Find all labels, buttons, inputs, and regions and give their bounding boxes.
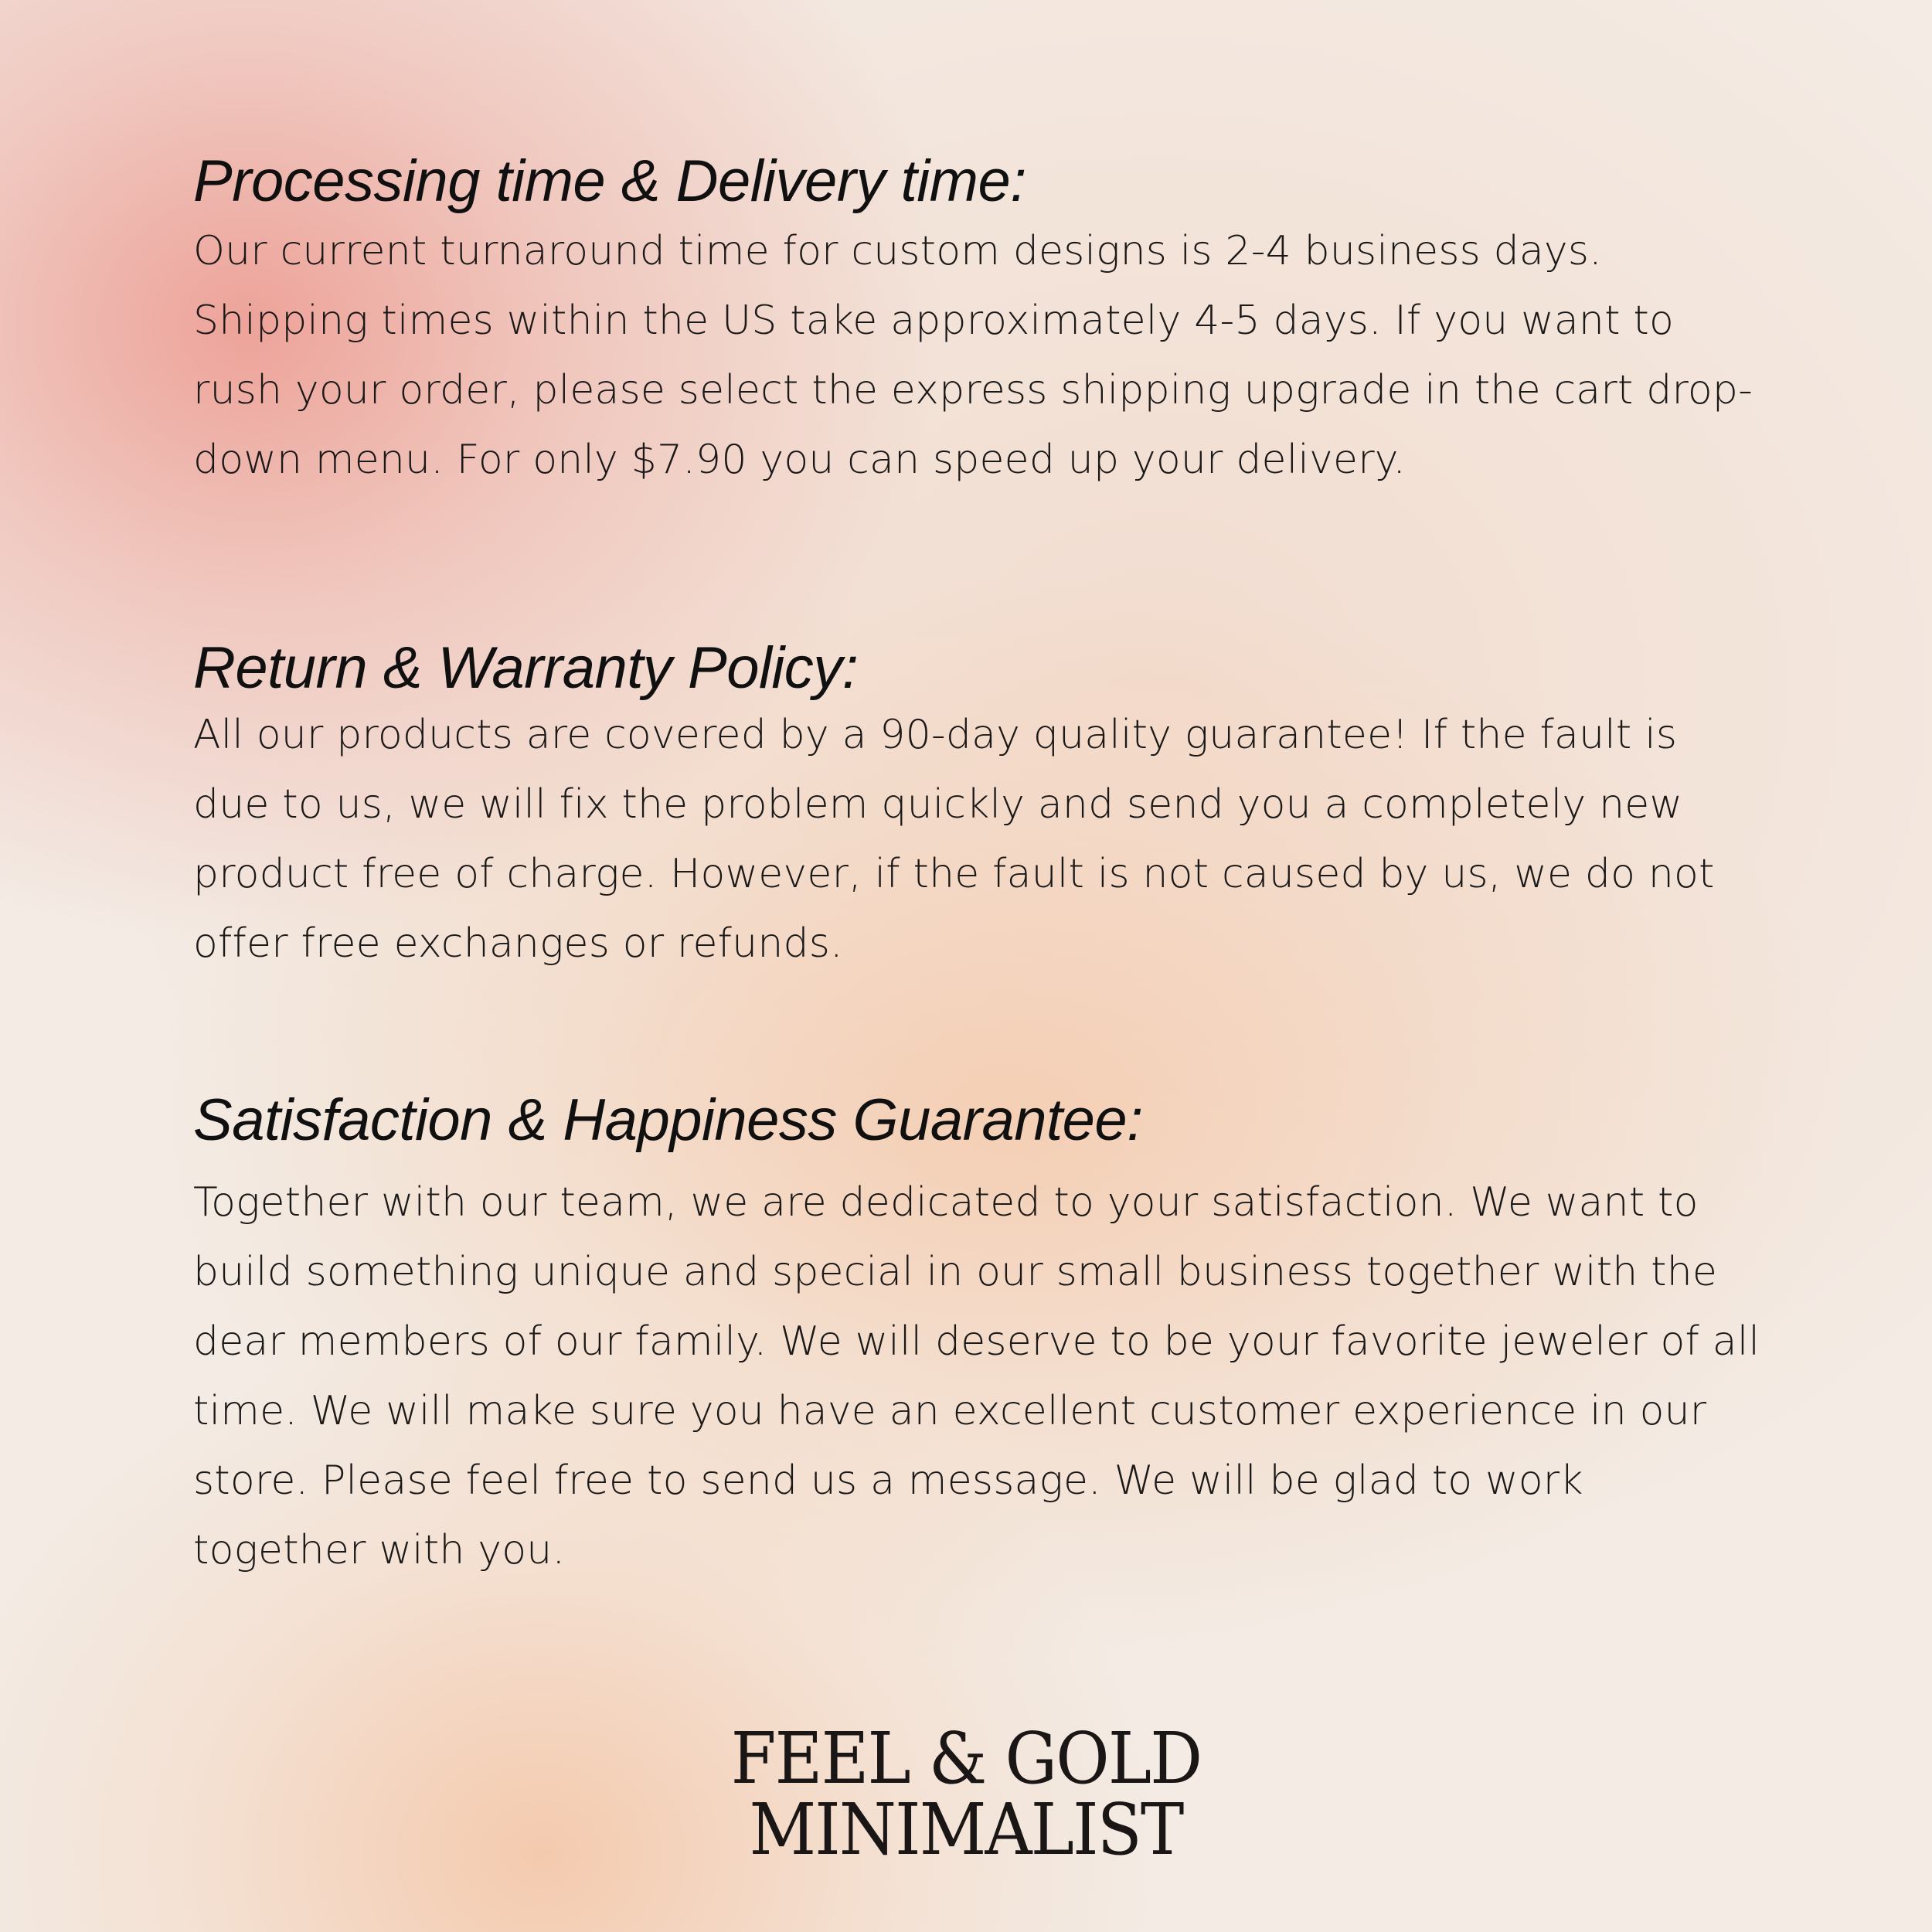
brand-logo-line-2: MINIMALIST <box>749 1788 1183 1871</box>
satisfaction-guarantee-heading: Satisfaction & Happiness Guarantee: <box>193 1087 1143 1153</box>
brand-logo <box>0 1717 1932 1871</box>
return-warranty-heading: Return & Warranty Policy: <box>193 635 859 701</box>
return-warranty-section <box>193 634 1762 978</box>
processing-delivery-text: Our current turnaround time for custom designs is 2-4 business days. Shipping times within the US take approximately 4-5 days. If you want to rush your order, please select the express shipping upgrade in the cart drop-down menu. For only $7.90 you can speed up your delivery. <box>193 228 1753 483</box>
return-warranty-text: All our products are covered by a 90-day quality guarantee! If the fault is due to us, we will fix the problem quickly and send you a completely new product free of charge. However, if the fault is not caused by us, we do not offer free exchanges or refunds. <box>193 712 1715 967</box>
satisfaction-guarantee-text: Together with our team, we are dedicated to your satisfaction. We want to build something unique and special in our small business together with the dear members of our family. We will deserve to be your favorite jeweler of all time. We will make sure you have an excellent customer experience in our store. Please feel free to send us a message. We will be glad to work together with you. <box>193 1179 1760 1573</box>
brand-logo-line-1: FEEL & GOLD <box>730 1717 1202 1800</box>
processing-delivery-heading: Processing time & Delivery time: <box>193 148 1026 214</box>
processing-delivery-section <box>193 147 1762 495</box>
satisfaction-guarantee-section <box>193 1086 1762 1585</box>
